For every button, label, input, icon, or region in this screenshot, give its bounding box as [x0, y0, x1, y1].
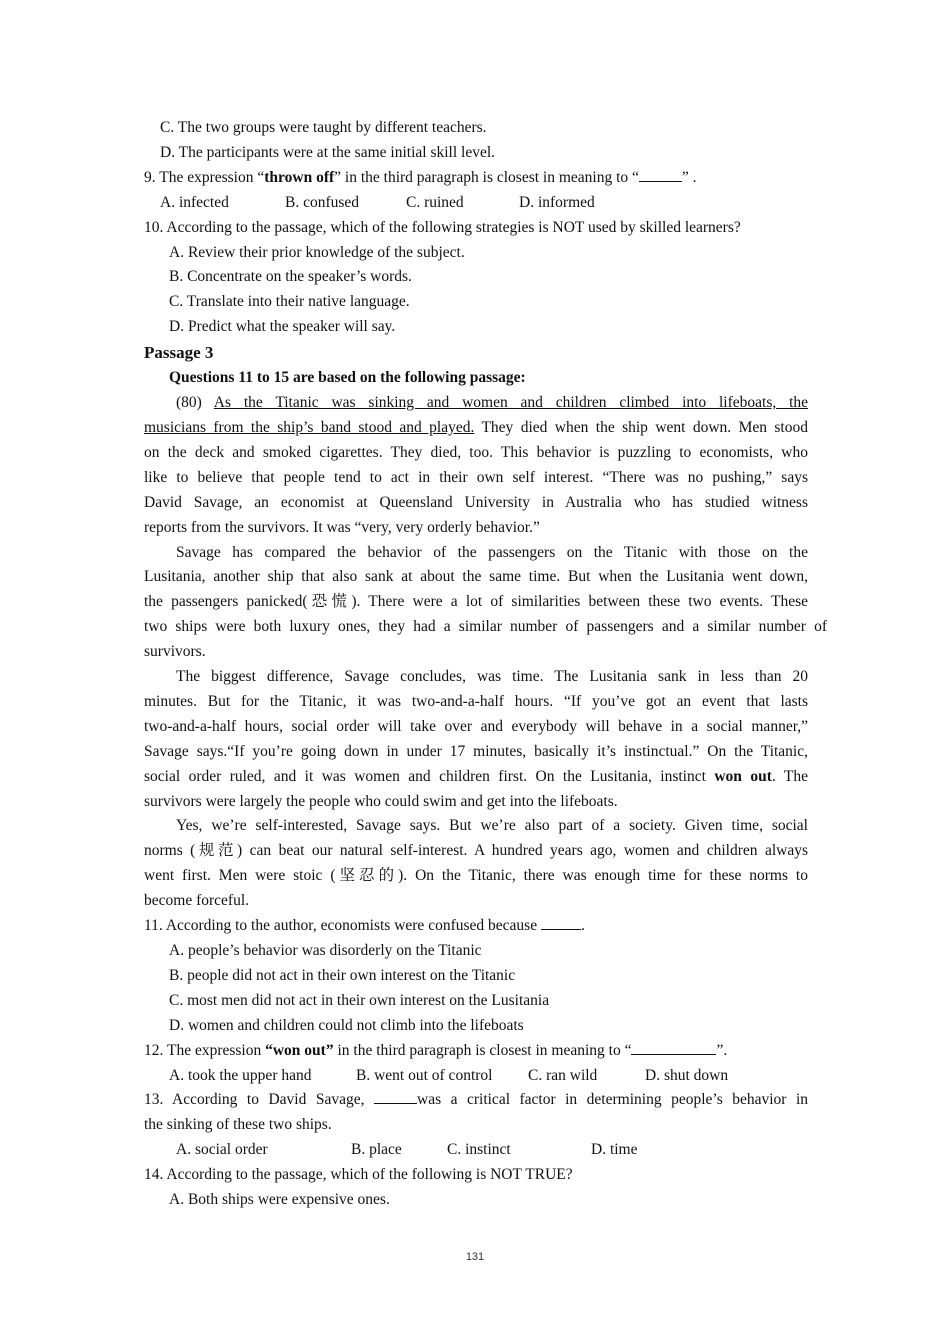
- q10-stem: 10. According to the passage, which of the following strategies is NOT used by skilled learners?: [144, 218, 741, 236]
- p3-line-6: survivors were largely the people who could swim and get into the lifeboats.: [144, 792, 618, 810]
- answer-blank: [541, 915, 581, 930]
- p3-line-3: two-and-a-half hours, social order will take over and everybody will behave in a social manner,”: [144, 717, 808, 735]
- q13-option-d: D. time: [591, 1141, 638, 1159]
- p2-line-1: Savage has compared the behavior of the passengers on the Titanic with those on the: [176, 543, 808, 561]
- q12-option-c: C. ran wild: [528, 1066, 598, 1084]
- q11-option-c: C. most men did not act in their own interest on the Lusitania: [169, 991, 550, 1009]
- answer-blank: [631, 1040, 716, 1055]
- answer-blank: [374, 1089, 417, 1104]
- document-page: [144, 116, 827, 1213]
- p4-line-1: Yes, we’re self-interested, Savage says. But we’re also part of a society. Given time, social: [176, 817, 808, 835]
- q11-option-a: A. people’s behavior was disorderly on the Titanic: [169, 942, 482, 959]
- p3-line-5: social order ruled, and it was women and children first. On the Lusitania, instinct won out. The: [144, 767, 808, 785]
- q8-option-d: D. The participants were at the same initial skill level.: [160, 143, 496, 161]
- p4-line-4: become forceful.: [144, 892, 249, 910]
- q14-stem: 14. According to the passage, which of the following is NOT TRUE?: [144, 1166, 573, 1184]
- passage-instruction: Questions 11 to 15 are based on the following passage:: [169, 369, 526, 387]
- q10-option-c: C. Translate into their native language.: [169, 293, 410, 311]
- p1-line-6: reports from the survivors. It was “very, very orderly behavior.”: [144, 518, 540, 536]
- q9-stem: 9. The expression “thrown off” in the third paragraph is closest in meaning to “ ” .: [144, 168, 697, 186]
- q13-option-b: B. place: [351, 1141, 402, 1159]
- q9-option-d: D. informed: [519, 193, 595, 211]
- p1-line-5: David Savage, an economist at Queensland University in Australia who has studied witness: [144, 493, 808, 511]
- p1-line-3: on the deck and smoked cigarettes. They died, too. This behavior is puzzling to economists, who: [144, 443, 808, 461]
- p2-line-2: Lusitania, another ship that also sank at about the same time. But when the Lusitania went down,: [144, 568, 808, 586]
- p1-line-2: musicians from the ship’s band stood and played. They died when the ship went down. Men stood: [144, 418, 808, 436]
- page-number: 131: [465, 1251, 485, 1263]
- q10-option-a: A. Review their prior knowledge of the subject.: [169, 243, 465, 261]
- q9-options: [144, 191, 808, 216]
- q12-option-d: D. shut down: [645, 1066, 729, 1084]
- q10-option-d: D. Predict what the speaker will say.: [169, 318, 396, 336]
- q12-stem: 12. The expression “won out” in the third paragraph is closest in meaning to “ ”.: [144, 1041, 728, 1059]
- p3-line-4: Savage says.“If you’re going down in under 17 minutes, basically it’s instinctual.” On the Titanic,: [144, 742, 808, 760]
- q14-option-a: A. Both ships were expensive ones.: [169, 1191, 390, 1209]
- q13-option-a: A. social order: [176, 1141, 268, 1159]
- q9-option-a: A. infected: [160, 193, 229, 211]
- q9-option-b: B. confused: [285, 193, 360, 211]
- p3-line-2: minutes. But for the Titanic, it was two-and-a-half hours. “If you’ve got an event that lasts: [144, 692, 808, 710]
- p2-line-4: two ships were both luxury ones, they had a similar number of passengers and a similar number of: [144, 618, 827, 636]
- q11-option-d: D. women and children could not climb into the lifeboats: [169, 1016, 524, 1034]
- p4-line-2: norms (规范) can beat our natural self-interest. A hundred years ago, women and children always: [144, 842, 808, 860]
- p2-line-3: the passengers panicked(恐慌). There were a lot of similarities between these two events. These: [144, 593, 808, 611]
- q12-options: [144, 1064, 808, 1089]
- q11-stem: 11. According to the author, economists were confused because .: [144, 917, 585, 935]
- q8-option-c: C. The two groups were taught by different teachers.: [160, 119, 487, 136]
- q12-option-a: A. took the upper hand: [169, 1066, 312, 1084]
- q13-stem: 13. According to David Savage, was a critical factor in determining people’s behavior in: [144, 1091, 809, 1109]
- q13-options: [144, 1138, 808, 1163]
- p2-line-5: survivors.: [144, 643, 206, 661]
- p1-line-1: (80) As the Titanic was sinking and women and children climbed into lifeboats, the: [176, 394, 808, 412]
- q13-stem-cont: the sinking of these two ships.: [144, 1116, 332, 1134]
- p4-line-3: went first. Men were stoic (坚忍的). On the Titanic, there was enough time for these norms to: [144, 867, 808, 885]
- q12-option-b: B. went out of control: [356, 1066, 493, 1084]
- q11-option-b: B. people did not act in their own interest on the Titanic: [169, 966, 516, 984]
- q13-option-c: C. instinct: [447, 1141, 511, 1159]
- p1-line-4: like to believe that people tend to act in their own self interest. “There was no pushing,” says: [144, 468, 808, 486]
- q10-option-b: B. Concentrate on the speaker’s words.: [169, 268, 412, 286]
- answer-blank: [639, 167, 682, 182]
- q9-option-c: C. ruined: [406, 193, 464, 211]
- passage-title: Passage 3: [144, 343, 214, 363]
- p3-line-1: The biggest difference, Savage concludes, was time. The Lusitania sank in less than 20: [176, 668, 808, 686]
